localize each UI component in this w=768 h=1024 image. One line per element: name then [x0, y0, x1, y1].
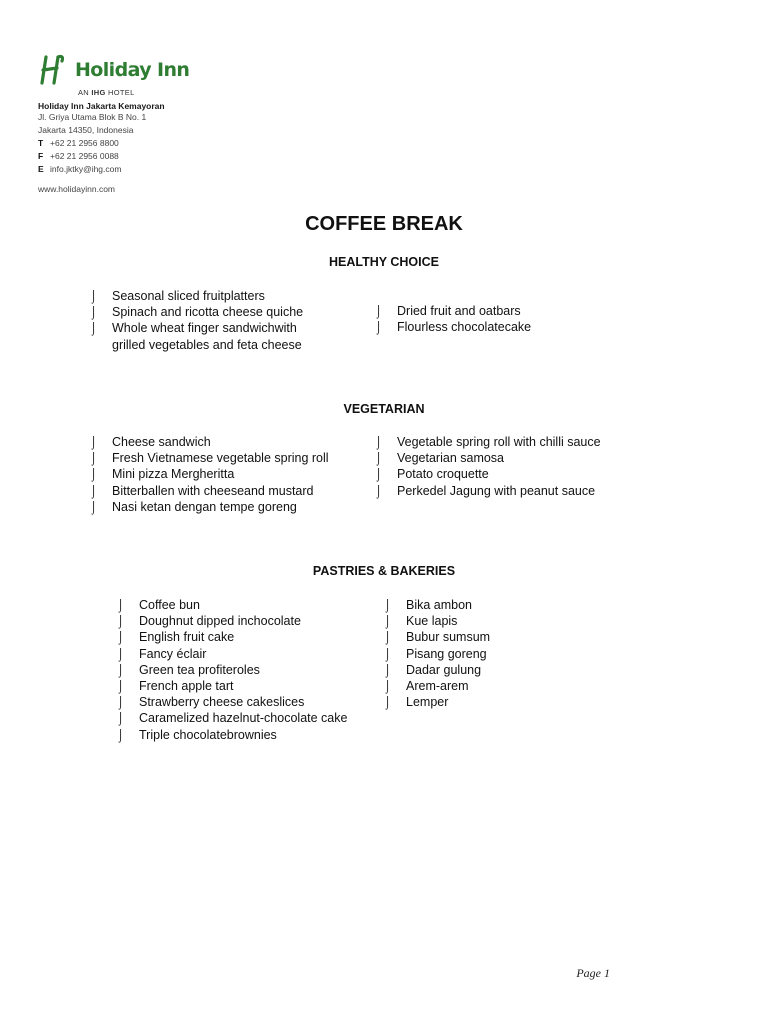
list-item: ⌡ Dried fruit and oatbars	[375, 304, 521, 318]
list-item: ⌡ Nasi ketan dengan tempe goreng	[90, 499, 297, 514]
brand-name: Holiday Inn	[75, 59, 190, 81]
list-item: ⌡ Whole wheat finger sandwichwith	[90, 321, 297, 336]
holiday-inn-h-icon	[38, 53, 72, 87]
list-item: ⌡ Mini pizza Mergheritta	[90, 467, 235, 482]
section-title-vegetarian: VEGETARIAN	[343, 402, 425, 416]
list-item: ⌡ Lemper	[384, 695, 449, 710]
list-item: ⌡ Spinach and ricotta cheese quiche	[90, 305, 304, 320]
pastries-left-list	[117, 597, 377, 743]
list-item: ⌡ Coffee bun	[117, 598, 200, 612]
list-item: ⌡ Vegetarian samosa	[375, 451, 505, 466]
vegetarian-right-list	[375, 434, 655, 499]
letterhead	[38, 52, 238, 194]
pastries-right-list	[384, 597, 624, 710]
list-item: ⌡ Green tea profiteroles	[117, 662, 260, 677]
list-item: ⌡ Strawberry cheese cakeslices	[117, 695, 305, 710]
page-number: Page 1	[576, 966, 610, 980]
phone-line: T +62 21 2956 8800	[38, 138, 119, 148]
list-item: ⌡ Fresh Vietnamese vegetable spring roll	[90, 451, 329, 466]
section-title-healthy: HEALTHY CHOICE	[329, 255, 439, 269]
ihg-tagline: AN IHG HOTEL	[78, 88, 135, 97]
healthy-right-list	[375, 303, 635, 335]
list-item: ⌡ Caramelized hazelnut-chocolate cake	[117, 711, 348, 726]
healthy-left-list	[90, 288, 350, 353]
list-item-continuation: grilled vegetables and feta cheese	[112, 337, 302, 352]
list-item: ⌡ Triple chocolatebrownies	[117, 727, 277, 742]
email-line: E info.jktky@ihg.com	[38, 164, 122, 174]
list-item: ⌡ Potato croquette	[375, 467, 489, 482]
address-line-1: Jl. Griya Utama Blok B No. 1	[38, 112, 147, 122]
list-item: ⌡ Bubur sumsum	[384, 630, 491, 645]
list-item: ⌡ Fancy éclair	[117, 646, 207, 661]
holiday-inn-logo	[38, 52, 238, 88]
list-item: ⌡ Dadar gulung	[384, 662, 482, 677]
list-item: ⌡ French apple tart	[117, 679, 234, 694]
list-item: ⌡ Seasonal sliced fruitplatters	[90, 289, 265, 303]
list-item: ⌡ Doughnut dipped inchocolate	[117, 614, 301, 629]
hotel-name: Holiday Inn Jakarta Kemayoran	[38, 101, 165, 111]
fax-line: F +62 21 2956 0088	[38, 151, 119, 161]
list-item: ⌡ Flourless chocolatecake	[375, 320, 532, 335]
list-item: ⌡ Perkedel Jagung with peanut sauce	[375, 483, 596, 498]
vegetarian-left-list	[90, 434, 370, 515]
list-item: ⌡ Arem-arem	[384, 679, 469, 694]
list-item: ⌡ Bika ambon	[384, 598, 473, 612]
list-item: ⌡ English fruit cake	[117, 630, 235, 645]
list-item: ⌡ Vegetable spring roll with chilli sauce	[375, 435, 601, 449]
list-item: ⌡ Pisang goreng	[384, 646, 487, 661]
website: www.holidayinn.com	[38, 184, 116, 194]
list-item: ⌡ Cheese sandwich	[90, 435, 211, 449]
section-title-pastries: PASTRIES & BAKERIES	[312, 564, 456, 578]
address-line-2: Jakarta 14350, Indonesia	[38, 125, 134, 135]
list-item: ⌡ Bitterballen with cheeseand mustard	[90, 483, 314, 498]
list-item: ⌡ Kue lapis	[384, 614, 458, 629]
page-title: COFFEE BREAK	[305, 213, 463, 235]
